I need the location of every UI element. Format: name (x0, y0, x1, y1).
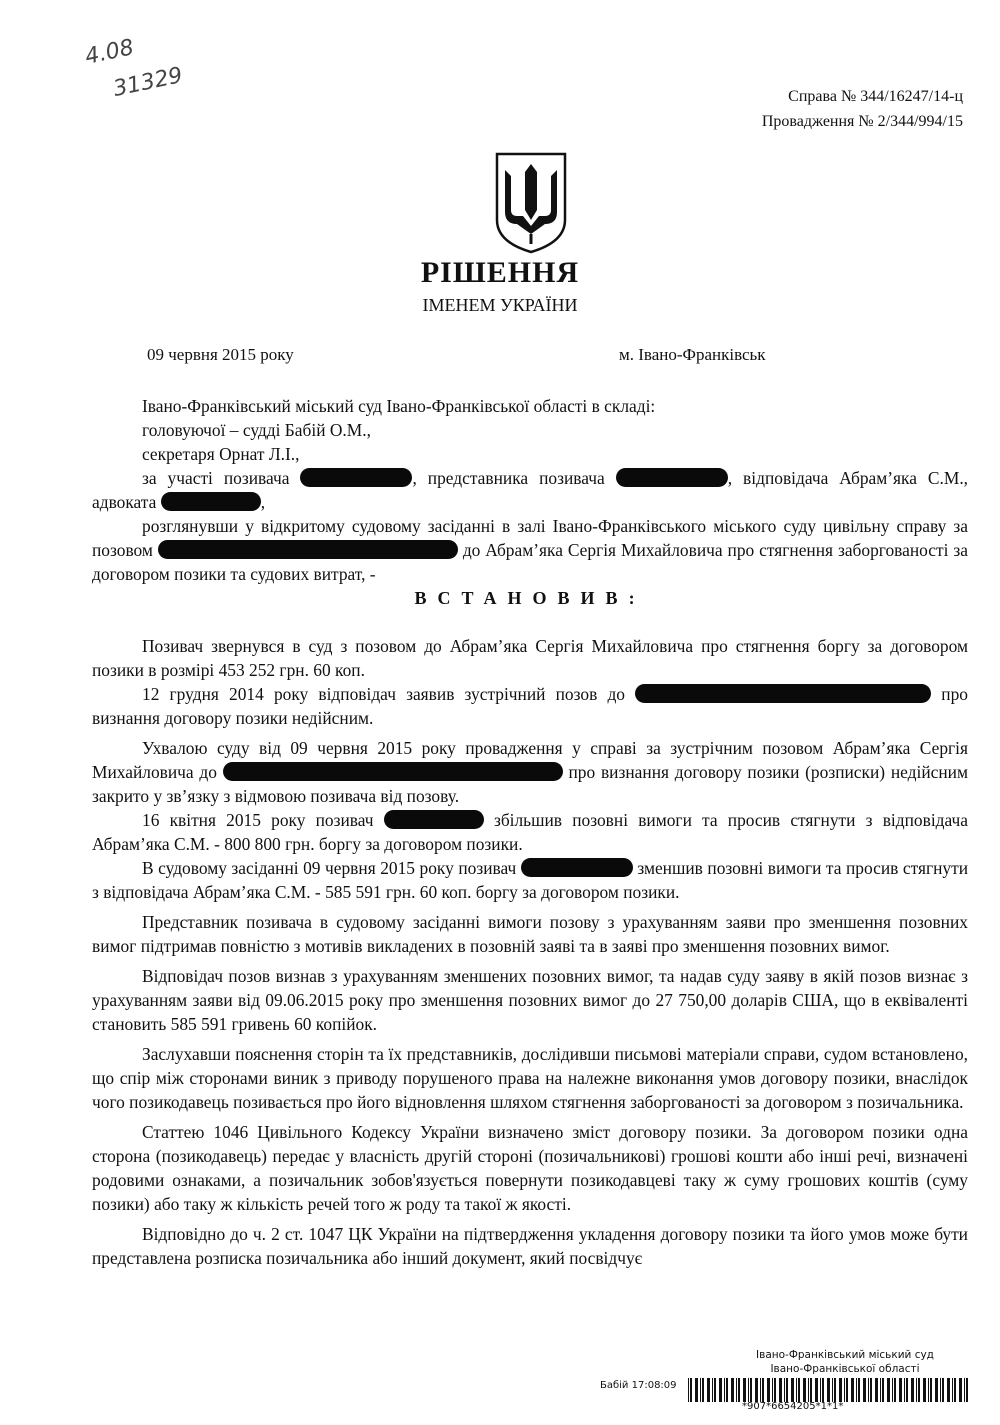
barcode-bar (892, 1378, 893, 1402)
redaction (161, 492, 261, 511)
trident-emblem-icon (491, 150, 571, 255)
text-span: , представника позивача (412, 468, 605, 488)
text-span: за участі позивача (142, 468, 290, 488)
barcode-bar (714, 1378, 716, 1402)
paragraph-7: Відповідач позов визнав з урахуванням зменшених позовних вимог, та надав суду заяву в якій позов визнає з урахуванням заяви від 09.06.2015 року про зменшення позовних вимог до 27 750,00 доларів США, що в еквіваленті становить 585 591 гривень 60 копійок. (92, 966, 968, 1034)
barcode-bar (755, 1378, 758, 1402)
paragraph-8: Заслухавши пояснення сторін та їх представників, дослідивши письмові матеріали справи, судом встановлено, що спір між сторонами виник з приводу порушеного права на належне виконання умов договору позики, внаслідок чого позикодавець позивається про його відновлення шляхом стягнення заборгованості за договором з позичальника. (92, 1044, 968, 1112)
barcode-bar (820, 1378, 821, 1402)
barcode-bar (767, 1378, 770, 1402)
barcode-bar (834, 1378, 836, 1402)
barcode-bar (712, 1378, 713, 1402)
barcode-bar (928, 1378, 929, 1402)
barcode-bar (899, 1378, 902, 1402)
barcode-bar (894, 1378, 896, 1402)
handwritten-note: 31329 (111, 62, 185, 103)
barcode-bar (827, 1378, 830, 1402)
barcode-bar (930, 1378, 932, 1402)
considered-paragraph (92, 514, 968, 586)
barcode-bar (911, 1378, 914, 1402)
document-date: 09 червня 2015 року (147, 345, 294, 364)
text-span: збільшив позовні вимоги та просив стягнути з відповідача Абрам’яка С.М. - 800 800 грн. боргу за договором позики. (92, 810, 968, 854)
document-place: м. Івано-Франківськ (619, 345, 766, 364)
court-composition: Івано-Франківський міський суд Івано-Франківської області в складі: (142, 396, 656, 416)
barcode-bar (784, 1378, 785, 1402)
redaction (300, 468, 412, 487)
barcode-bar (786, 1378, 788, 1402)
barcode-bar (815, 1378, 818, 1402)
barcode-bar (796, 1378, 797, 1402)
barcode-bar (880, 1378, 881, 1402)
barcode-bar (690, 1378, 692, 1402)
barcode-bar (808, 1378, 809, 1402)
barcode-bar (942, 1378, 944, 1402)
stamp-judge-time: Бабій 17:08:09 (600, 1380, 677, 1391)
stamp-line: Івано-Франківської області (770, 1363, 920, 1375)
barcode-bar (923, 1378, 926, 1402)
text-span: розглянувши у відкритому судовому засіданні в залі Івано-Франківського міського суду цивільну справу за позовом (92, 516, 968, 560)
text-span: , відповідача Абрам’яка С.М., адвоката (92, 468, 969, 512)
barcode-bar (700, 1378, 701, 1402)
court-stamp (745, 1348, 945, 1376)
stamp-line: Івано-Франківський міський суд (756, 1349, 934, 1361)
barcode-bar (904, 1378, 905, 1402)
barcode-bar (954, 1378, 956, 1402)
text-span: про визнання договору позики недійсним. (92, 684, 968, 728)
barcode-bar (875, 1378, 878, 1402)
barcode-bar (959, 1378, 962, 1402)
text-span: , (260, 492, 266, 512)
barcode-bar (724, 1378, 725, 1402)
barcode-bar (868, 1378, 869, 1402)
barcode-bar (863, 1378, 866, 1402)
barcode-bar (774, 1378, 776, 1402)
barcode-bar (887, 1378, 890, 1402)
barcode-bar (870, 1378, 872, 1402)
barcode-bar (916, 1378, 917, 1402)
barcode-bar (707, 1378, 710, 1402)
barcode-bar (964, 1378, 965, 1402)
established-heading: ВСТАНОВИВ: (414, 588, 646, 608)
barcode-bar (803, 1378, 806, 1402)
barcode-bar (844, 1378, 845, 1402)
text-span: зменшив позовні вимоги та просив стягнути з відповідача Абрам’яка С.М. - 585 591 грн. 60 коп. боргу за договором позики. (92, 858, 968, 902)
barcode-bar (750, 1378, 752, 1402)
barcode-bar (762, 1378, 764, 1402)
text-span: до Абрам’яка Сергія Михайловича про стягнення заборгованості за договором позики та судових витрат, - (92, 540, 968, 584)
redaction (158, 540, 458, 559)
participants-paragraph (92, 466, 968, 514)
barcode-bar (791, 1378, 794, 1402)
paragraph-9: Статтею 1046 Цивільного Кодексу України визначено зміст договору позики. За договором позики одна сторона (позикодавець) передає у власність другій стороні (позичальникові) грошові кошти або інші речі, визначені родовими ознаками, а позичальник зобов'язується повернути позикодавцеві таку ж суму грошових коштів (суму позики) або таку ж кількість речей того ж роду та такої ж якості. (92, 1122, 968, 1214)
text-span: В судовому засіданні 09 червня 2015 року позивач (142, 858, 517, 878)
barcode-bar (822, 1378, 824, 1402)
barcode-bar (779, 1378, 782, 1402)
barcode-bar (695, 1378, 698, 1402)
redaction (384, 810, 484, 829)
barcode-bar (731, 1378, 734, 1402)
barcode-code: *907*6654205*1*1* (742, 1401, 844, 1412)
barcode-bar (966, 1378, 968, 1402)
handwritten-note: 4.08 (82, 35, 137, 70)
barcode-bar (738, 1378, 740, 1402)
judge-line: головуючої – судді Бабій О.М., (142, 420, 371, 440)
barcode-bar (810, 1378, 812, 1402)
paragraph-1: Позивач звернувся в суд з позовом до Абрам’яка Сергія Михайловича про стягнення боргу за договором позики в розмірі 453 252 грн. 60 коп. (92, 636, 968, 680)
barcode-bar (935, 1378, 938, 1402)
text-span: про визнання договору позики (розписки) недійсним закрито у зв’язку з відмовою позивача від позову. (92, 762, 968, 806)
text-span: 16 квітня 2015 року позивач (142, 810, 374, 830)
barcode-bar (851, 1378, 854, 1402)
document-subtitle: ІМЕНЕМ УКРАЇНИ (422, 295, 578, 315)
secretary-line: секретаря Орнат Л.І., (142, 444, 300, 464)
paragraph-2 (92, 682, 968, 730)
barcode-bar (839, 1378, 842, 1402)
barcode-bar (702, 1378, 704, 1402)
paragraph-4 (92, 808, 968, 856)
barcode (688, 1378, 973, 1402)
barcode-bar (798, 1378, 800, 1402)
text-span: 12 грудня 2014 року відповідач заявив зустрічний позов до (142, 684, 625, 704)
barcode-bar (688, 1378, 689, 1402)
barcode-bar (748, 1378, 749, 1402)
barcode-bar (743, 1378, 746, 1402)
paragraph-10: Відповідно до ч. 2 ст. 1047 ЦК України на підтвердження укладення договору позики та його умов може бути представлена розписка позичальника або інший документ, який посвідчує (92, 1224, 968, 1268)
barcode-bar (882, 1378, 884, 1402)
barcode-bar (832, 1378, 833, 1402)
proceeding-number: Провадження № 2/344/994/15 (761, 113, 963, 130)
barcode-bar (846, 1378, 848, 1402)
redaction (223, 762, 563, 781)
barcode-bar (947, 1378, 950, 1402)
redaction (616, 468, 728, 487)
barcode-bar (906, 1378, 908, 1402)
barcode-bar (726, 1378, 728, 1402)
document-title: РІШЕННЯ (420, 256, 580, 289)
barcode-bar (856, 1378, 857, 1402)
case-info (762, 84, 963, 134)
paragraph-5 (92, 856, 968, 904)
barcode-bar (952, 1378, 953, 1402)
redaction (635, 684, 931, 703)
barcode-bar (760, 1378, 761, 1402)
barcode-bar (858, 1378, 860, 1402)
text-span: Ухвалою суду від 09 червня 2015 року провадження у справі за зустрічним позовом Абрам’яка Сергія Михайловича до (92, 738, 968, 782)
paragraph-3 (92, 736, 968, 808)
paragraph-6: Представник позивача в судовому засіданні вимоги позову з урахуванням заяви про зменшення позовних вимог підтримав повністю з мотивів викладених в позовній заяві та в заяві про зменшення позовних вимог. (92, 912, 968, 956)
barcode-bar (918, 1378, 920, 1402)
barcode-bar (719, 1378, 722, 1402)
document-body (92, 394, 968, 1270)
redaction (521, 858, 633, 877)
barcode-bar (940, 1378, 941, 1402)
barcode-bar (772, 1378, 773, 1402)
case-number: Справа № 344/16247/14-ц (788, 88, 963, 105)
barcode-bar (736, 1378, 737, 1402)
